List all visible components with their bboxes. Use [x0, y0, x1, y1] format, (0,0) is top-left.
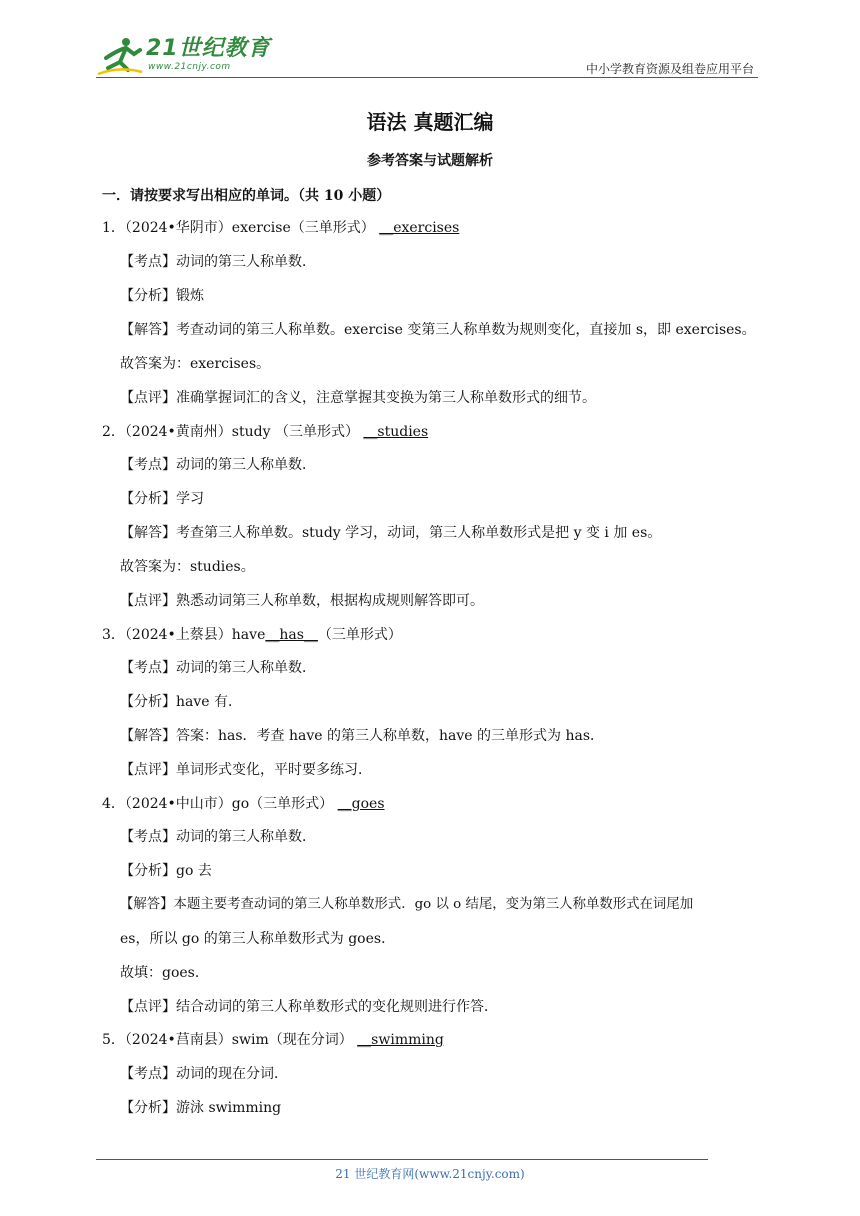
page-title: 语法 真题汇编 — [366, 110, 494, 134]
dianping-line: 【点评】单词形式变化，平时要多练习． — [120, 762, 372, 778]
fenxi-line: 【分析】锻炼 — [120, 288, 204, 304]
jieda-line: 【解答】答案：has．考查 have 的第三人称单数，have 的三单形式为 has． — [120, 728, 605, 744]
page-header — [96, 36, 758, 80]
fenxi-line: 【分析】学习 — [120, 491, 204, 507]
kaodian-line: 【考点】动词的第三人称单数． — [120, 254, 316, 270]
jieda-line: 【解答】本题主要考查动词的第三人称单数形式．go 以 o 结尾，变为第三人称单数形式在词尾加 — [120, 897, 694, 912]
page-subtitle: 参考答案与试题解析 — [367, 153, 493, 169]
answer-blank: __exercises — [379, 220, 460, 236]
fenxi-line: 【分析】have 有． — [120, 694, 243, 710]
question-4 — [102, 795, 385, 813]
question-stem: 2．（2024•黄南州）study （三单形式） — [102, 424, 359, 440]
question-stem: 1．（2024•华阴市）exercise（三单形式） — [102, 220, 375, 236]
brand-url: www.21cnjy.com — [148, 62, 231, 72]
fenxi-line: 【分析】go 去 — [120, 863, 212, 879]
answer-blank: __goes — [337, 796, 385, 812]
question-stem: 5．（2024•莒南县）swim（现在分词） — [102, 1032, 353, 1048]
dianping-line: 【点评】熟悉动词第三人称单数，根据构成规则解答即可。 — [120, 593, 484, 609]
answer-blank: __swimming — [357, 1032, 444, 1048]
dianping-line: 【点评】准确掌握词汇的含义，注意掌握其变换为第三人称单数形式的细节。 — [120, 390, 596, 406]
kaodian-line: 【考点】动词的现在分词． — [120, 1066, 288, 1082]
answer-blank: __has__ — [265, 627, 318, 643]
jieda-line: 【解答】考查第三人称单数。study 学习，动词，第三人称单数形式是把 y 变 i 加 es。 — [120, 525, 662, 541]
jieda-continuation-line: es，所以 go 的第三人称单数形式为 goes． — [120, 931, 396, 947]
answer-blank: __studies — [363, 424, 429, 440]
kaodian-line: 【考点】动词的第三人称单数． — [120, 457, 316, 473]
jieda-answer-line: 故填：goes． — [120, 965, 209, 981]
jieda-line: 【解答】考查动词的第三人称单数。exercise 变第三人称单数为规则变化，直接加 s，即 exercises。 — [120, 322, 756, 338]
footer-divider — [96, 1159, 708, 1160]
kaodian-line: 【考点】动词的第三人称单数． — [120, 660, 316, 676]
question-stem-suffix: （三单形式） — [317, 627, 402, 643]
kaodian-line: 【考点】动词的第三人称单数． — [120, 829, 316, 845]
header-tagline: 中小学教育资源及组卷应用平台 — [585, 62, 754, 76]
header-divider — [96, 77, 758, 78]
question-stem: 3．（2024•上蔡县）have — [102, 627, 266, 643]
dianping-line: 【点评】结合动词的第三人称单数形式的变化规则进行作答． — [120, 999, 498, 1015]
section-heading: 一．请按要求写出相应的单词。（共 10 小题） — [102, 188, 391, 204]
jieda-answer-line: 故答案为：exercises。 — [120, 356, 271, 372]
question-1 — [102, 219, 459, 237]
jieda-answer-line: 故答案为：studies。 — [120, 559, 255, 575]
question-2 — [102, 423, 428, 441]
question-stem: 4．（2024•中山市）go（三单形式） — [102, 796, 334, 812]
question-3 — [102, 626, 402, 644]
question-5 — [102, 1031, 444, 1049]
brand-logo — [96, 36, 271, 76]
page-footer: 21 世纪教育网(www.21cnjy.com) — [335, 1167, 525, 1181]
brand-name: 21世纪教育 — [146, 36, 271, 61]
fenxi-line: 【分析】游泳 swimming — [120, 1100, 282, 1116]
runner-logo-icon — [96, 36, 144, 76]
